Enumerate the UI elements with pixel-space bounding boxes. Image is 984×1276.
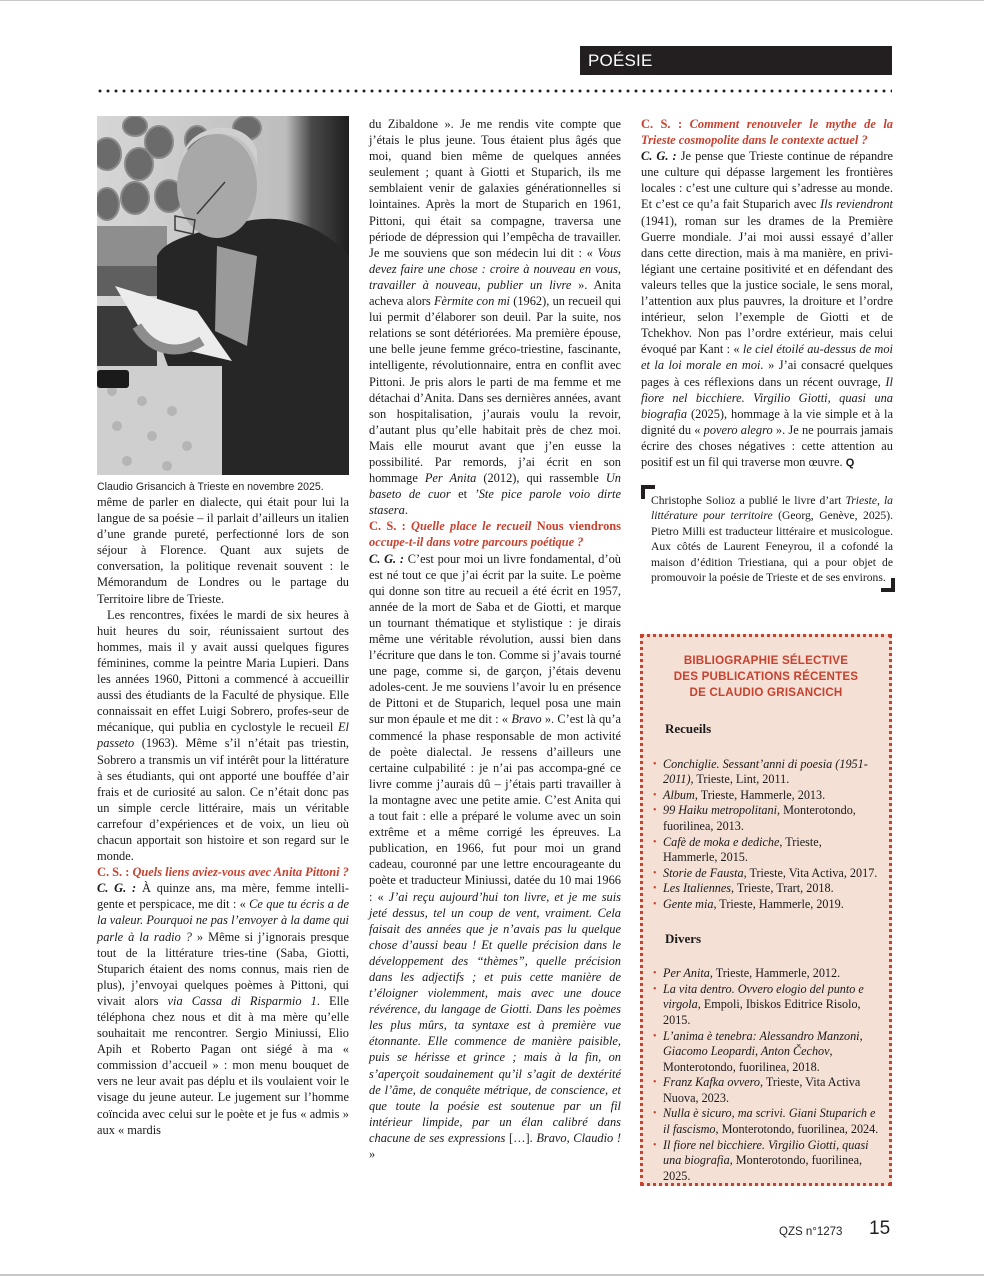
column-3 xyxy=(641,116,893,586)
recueils-list xyxy=(653,757,879,913)
author-bio-note xyxy=(641,485,893,585)
bibliography-title: BIBLIOGRAPHIE SÉLECTIVE DES PUBLICATIONS RÉCENTES DE CLAUDIO GRISANCICH xyxy=(673,654,859,699)
portrait-photo xyxy=(97,116,349,475)
list-item: • Gente mia, Trieste, Hammerle, 2019. xyxy=(653,896,844,911)
list-item: • Conchiglie. Sessant’anni di poesia (1951-2011), Trieste, Lint, 2011. xyxy=(653,756,868,787)
interview-answer: C. G. : Je pense que Trieste continue de répandre une culture qui dépasse largement les frontières locales : c’est une culture qui s’adresse au monde. Et c’est ce qu’a fait Stuparich avec Ils reviendront (1941), roman sur les drames de la Première Guerre mondiale. J’ai moi aussi essayé d’aller dans cette direction, mais à ma manière, en privi-légiant une certaine positivité et en défendant des valeurs telles que la justice sociale, le sens moral, l’attention aux plus pauvres, la droiture et l’ordre intérieur, selon l’exemple de Giotti et de Tchekhov. Non pas l’ordre extérieur, mais celui évoqué par Kant : « le ciel étoilé au-dessus de moi et la loi morale en moi. » J’ai consacré quelques pages à ces réflexions dans un récent ouvrage, Il fiore nel bicchiere. Virgilio Giotti, quasi una biografia (2025), hommage à la vie simple et à la dignité du « povero alegro ». Je ne pourrais jamais écrire des choses négatives : cette attention au positif est un fil qui traverse mon œuvre. Q xyxy=(641,149,894,469)
bullet-icon: • xyxy=(653,1030,657,1042)
end-of-article-icon: Q xyxy=(845,456,855,469)
bullet-icon: • xyxy=(653,758,657,770)
list-item: • Les Italiennes, Trieste, Trart, 2018. xyxy=(653,881,834,896)
bibliography-box xyxy=(640,634,892,1186)
divers-list xyxy=(653,966,879,1184)
column-2 xyxy=(369,116,621,1162)
list-item: • Per Anita, Trieste, Hammerle, 2012. xyxy=(653,966,841,981)
bullet-icon: • xyxy=(653,867,657,879)
photo-illustration xyxy=(97,116,349,475)
bibliography-heading-recueils: Recueils xyxy=(665,721,712,736)
interview-question: C. S. : Comment renouveler le mythe de la Trieste cosmopolite dans le contexte actuel ? xyxy=(641,117,893,148)
bullet-icon: • xyxy=(653,983,657,995)
bibliography-heading-divers: Divers xyxy=(665,930,702,946)
interview-answer: C. G. : À quinze ans, ma mère, femme intelli-gente et perspicace, me dit : « Ce que tu écris a de la valeur. Pourquoi ne pas l’envoyer à la dame qui parle à la radio ? » Même si j’ignorais presque tout de la littérature tries-tine (Saba, Giotti, Stuparich étaient des noms connus, mais rien de plus), j’envoyai quelques poèmes à Pittoni, qui vivait alors via Cassa di Risparmio 1. Elle téléphona chez nous et dit à ma mère qu’elle souhaitait me rencontrer. Sergio Miniussi, Elio Apih et Roberto Pagan ont siégé à ma « commission d’accueil » : mon menu bouquet de vers ne leur avait pas déplu et ils voulaient voir le visage du jeune auteur. Le jugement sur l’homme coïncida avec celui sur le poète et je fus « admis » aux « mardis xyxy=(97,881,349,1137)
corner-bracket-bottom-right xyxy=(881,578,895,592)
bullet-icon: • xyxy=(653,836,657,848)
bullet-icon: • xyxy=(653,968,657,980)
list-item: • Nulla è sicuro, ma scrivi. Giani Stuparich e il fascismo, Monterotondo, fuorilinea, 2024. xyxy=(653,1106,879,1137)
interview-question: C. S. : Quels liens aviez-vous avec Anita Pittoni ? xyxy=(97,865,349,880)
page-edge-top xyxy=(0,0,984,1)
issue-number: QZS n°1273 xyxy=(779,1226,843,1238)
bullet-icon: • xyxy=(653,1077,657,1089)
paragraph: même de parler en dialecte, qui était pour lui la langue de sa poésie – il parlait d’ailleurs un italien d’une grande pureté, perfectionné lors de son séjour à Florence. Quant aux sujets de conversation, la politique revenait souvent : le Mémorandum de Londres ou le partage du Territoire libre de Trieste. xyxy=(97,495,349,606)
bullet-icon: • xyxy=(653,1108,657,1120)
bullet-icon: • xyxy=(653,898,657,910)
section-banner xyxy=(580,46,892,75)
photo-caption: Claudio Grisancich à Trieste en novembre 2025. xyxy=(97,481,324,493)
list-item: • L’anima è tenebra: Alessandro Manzoni, Giacomo Leopardi, Anton Čechov, Monterotondo, fuorilinea, 2018. xyxy=(653,1028,863,1074)
bullet-icon: • xyxy=(653,789,657,801)
interview-question: C. S. : Quelle place le recueil Nous viendrons occupe-t-il dans votre parcours poétique ? xyxy=(369,519,621,550)
corner-bracket-top-left xyxy=(641,485,655,499)
list-item: • 99 Haiku metropolitani, Monterotondo, fuorilinea, 2013. xyxy=(653,803,856,833)
paragraph: du Zibaldone ». Je me rendis vite compte que j’étais le plus jeune. Tous étaient plus âgés que moi, quand bien même de quelques années seulement ; quant à Giotti et Stuparich, ils me semblaient venir de galaxies générationnelles si lointaines. Après la mort de Stuparich en 1961, Pittoni, qui était sa compagne, traversa une période de dépression qui l’empêcha de travailler. Je me souviens que son médecin lui dit : « Vous devez faire une chose : croire à nouveau en vous, travailler à nouveau, publier un livre ». Anita acheva alors Fèrmite con mi (1962), un recueil qui lui permit d’élaborer son deuil. Par la suite, nos relations se sont détériorées. Ma première épouse, une belle jeune femme gréco-triestine, fascinante, intelligente, révolutionnaire, entra en conflit avec Pittoni. Je pris alors le parti de ma femme et me détachai d’Anita. Dans ses dernières années, avant son hospitalisation, j’aurais voulu la revoir, d’autant plus qu’elle habitait près de chez moi. Mais elle mourut avant que j’en eusse la possibilité. Par remords, j’ai écrit en son hommage Per Anita (2012), qui rassemble Un baseto de cuor et ’Ste pice parole voio dirte stasera. xyxy=(369,117,622,518)
page-number: 15 xyxy=(869,1218,891,1239)
bio-text: Christophe Solioz a publié le livre d’art Trieste, la littérature pour territoire (Georg, Genève, 2025). Pietro Milli est traducteur littéraire et musicologue. Aux côtés de Laurent Feneyrou, il a cofondé la maison d’édition Triestiana, qui a pour objet de promouvoir la poésie de Trieste et de ses environs. xyxy=(651,494,893,585)
list-item: • La vita dentro. Ovvero elogio del punto e virgola, Empoli, Ibiskos Editrice Risolo, 2015. xyxy=(653,981,864,1027)
column-1 xyxy=(97,116,349,1138)
bullet-icon: • xyxy=(653,805,657,817)
bullet-icon: • xyxy=(653,883,657,895)
interview-answer: C. G. : C’est pour moi un livre fondamental, d’où est né tout ce que j’ai écrit par la suite. Le poème qui donne son titre au recueil a été écrit en 1957, année de la mort de Saba et de Giotti, et marque un tournant thématique et stylistique : je dirais même une véritable révolution, aussi bien dans l’écriture que dans le ton. Comme si j’avais tourné une page, comme si, de garçon, j’étais devenu adoles-cent. Je me souviens l’avoir lu en présence de Pittoni et de Stuparich, lequel posa une main sur mon épaule et me dit : « Bravo ». C’est là qu’a commencé la phase responsable de mon activité de poète dialectal. Je ressens d’ailleurs une certaine culpabilité : je n’ai pas accompa-gné ce livre comme j’aurais dû – j’étais parti travailler à la montagne avec une petite amie. C’est Anita qui a tout fait : elle a préparé le volume avec un soin extrême et a même corrigé les épreuves. La publication, en 1966, fut pour moi un grand cadeau, couronné par une lettre encourageante du poète et traducteur Miniussi, datée du 10 mai 1966 : « J’ai reçu aujourd’hui ton livre, et je me suis jeté dessus, tel un coup de vent, vraiment. Cela faisait des années que je n’avais pas lu quelque chose d’aussi beau ! Et quelle précision dans le développement des “thèmes”, quelle précision dans les adjectifs ; et puis cette manière de t’éloigner violemment, mais avec une douce révérence, du langage de Giotti. Dans les poèmes les plus mûrs, ta syntaxe est à première vue étonnante. Elle commence de manière paisible, puis se hérisse et grince ; mais à la fin, on s’aperçoit soudainement qu’il s’agit de dextérité de l’âme, de conquête métrique, de conscience, et que toute la poésie est soutenue par un fil intérieur limpide, par un élan calibré dans chacune de ses expressions […]. Bravo, Claudio ! » xyxy=(369,551,621,1161)
list-item: • Storie de Fausta, Trieste, Vita Activa, 2017. xyxy=(653,865,878,880)
list-item: • Cafè de moka e dediche, Trieste, Hammerle, 2015. xyxy=(653,834,822,865)
section-title: POÉSIE xyxy=(588,51,653,70)
list-item: • Franz Kafka ovvero, Trieste, Vita Activa Nuova, 2023. xyxy=(653,1075,861,1105)
paragraph: Les rencontres, fixées le mardi de six heures à huit heures du soir, réunissaient surtout des hommes, mais il y avait aussi quelques figures féminines, comme la peintre Maria Lupieri. Dans les années 1960, Pittoni a commencé à accueillir aussi des étudiants de la Faculté de physique. Elle connaissait en effet Luigi Sobrero, profes-seur de mécanique, qui publia en cyclostyle le recueil El passeto (1963). Même s’il n’était pas triestin, Sobrero a transmis un vif intérêt pour la littérature à ses étudiants, qui ont apporté une bouffée d’air frais et de curiosité au salon. Ce n’était donc pas un simple cercle littéraire, mais un véritable carrefour d’expériences et de voix, un lieu où chacun apportait son histoire et son regard sur le monde. xyxy=(97,607,349,864)
list-item: • Album, Trieste, Hammerle, 2013. xyxy=(653,787,826,802)
list-item: • Il fiore nel bicchiere. Virgilio Giotti, quasi una biografia, Monterotondo, fuorilinea, 2025. xyxy=(653,1137,869,1183)
dotted-divider xyxy=(96,89,892,93)
bullet-icon: • xyxy=(653,1139,657,1151)
